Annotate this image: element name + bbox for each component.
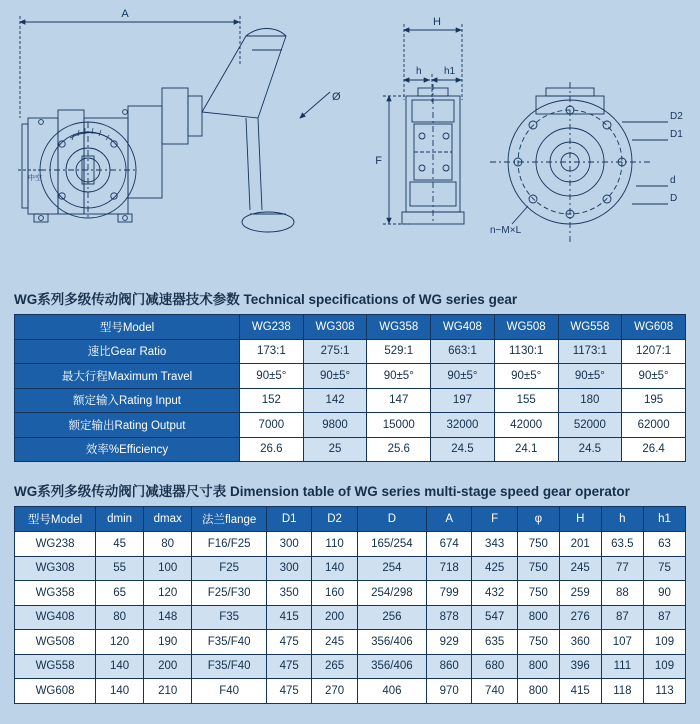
technical-specifications-table	[14, 314, 686, 462]
cell-output-3: 32000	[431, 413, 495, 438]
cell-r2c5: 160	[312, 581, 357, 606]
cell-r6c2: 210	[144, 679, 192, 704]
cell-r4c10: 360	[559, 630, 601, 655]
col-d2: D2	[312, 507, 357, 532]
cell-r4c3: F35/F40	[192, 630, 267, 655]
row-label-rating-input: 额定输入Rating Input	[15, 388, 240, 413]
cell-r6c4: 475	[266, 679, 311, 704]
cell-r4c9: 750	[517, 630, 559, 655]
cell-input-3: 197	[431, 388, 495, 413]
cell-r5c7: 860	[427, 654, 472, 679]
cell-travel-0: 90±5°	[240, 364, 304, 389]
col-h1: h1	[644, 507, 686, 532]
cell-r3c6: 256	[357, 605, 426, 630]
label-n-m-l: n−M×L	[490, 225, 522, 236]
cell-ratio-3: 663:1	[431, 339, 495, 364]
cell-r1c0: WG308	[15, 556, 96, 581]
dimension-table-header-row	[15, 507, 686, 532]
cell-input-1: 142	[303, 388, 367, 413]
cell-r5c11: 111	[601, 654, 643, 679]
label-F: F	[375, 155, 382, 167]
cell-r3c5: 200	[312, 605, 357, 630]
cell-r4c0: WG508	[15, 630, 96, 655]
cell-r2c3: F25/F30	[192, 581, 267, 606]
col-a: A	[427, 507, 472, 532]
cell-r0c0: WG238	[15, 532, 96, 557]
cell-input-2: 147	[367, 388, 431, 413]
cell-r3c8: 547	[472, 605, 517, 630]
table-row-max-travel	[15, 364, 686, 389]
cell-eff-3: 24.5	[431, 437, 495, 462]
cell-r2c2: 120	[144, 581, 192, 606]
cell-model-2: WG358	[367, 315, 431, 340]
technical-specifications-title: WG系列多级传动阀门减速器技术参数 Technical specifications of WG series gear	[14, 292, 518, 307]
cell-eff-1: 25	[303, 437, 367, 462]
cell-r1c5: 140	[312, 556, 357, 581]
label-H: H	[433, 16, 441, 28]
label-A: A	[121, 8, 129, 20]
cell-r0c8: 343	[472, 532, 517, 557]
cell-r4c1: 120	[96, 630, 144, 655]
cell-model-3: WG408	[431, 315, 495, 340]
cell-ratio-2: 529:1	[367, 339, 431, 364]
cell-r3c10: 276	[559, 605, 601, 630]
label-D1: D1	[670, 129, 683, 140]
cell-r3c7: 878	[427, 605, 472, 630]
cell-r1c11: 77	[601, 556, 643, 581]
cell-r6c0: WG608	[15, 679, 96, 704]
cell-r3c9: 800	[517, 605, 559, 630]
cell-r0c2: 80	[144, 532, 192, 557]
cell-r5c10: 396	[559, 654, 601, 679]
label-h1: h1	[444, 66, 456, 77]
cell-r2c7: 799	[427, 581, 472, 606]
cell-r5c4: 475	[266, 654, 311, 679]
cell-r6c7: 970	[427, 679, 472, 704]
table-row-rating-output	[15, 413, 686, 438]
cell-output-0: 7000	[240, 413, 304, 438]
cell-model-1: WG308	[303, 315, 367, 340]
cell-r2c10: 259	[559, 581, 601, 606]
table-row	[15, 532, 686, 557]
cell-r4c7: 929	[427, 630, 472, 655]
cell-ratio-5: 1173:1	[558, 339, 622, 364]
cell-eff-5: 24.5	[558, 437, 622, 462]
cell-r1c8: 425	[472, 556, 517, 581]
table-row-rating-input	[15, 388, 686, 413]
cell-r6c11: 118	[601, 679, 643, 704]
cell-r4c6: 356/406	[357, 630, 426, 655]
cell-r0c3: F16/F25	[192, 532, 267, 557]
cell-r5c6: 356/406	[357, 654, 426, 679]
dimension-table	[14, 506, 686, 704]
col-h-small: h	[601, 507, 643, 532]
cell-r0c4: 300	[266, 532, 311, 557]
cell-model-6: WG608	[622, 315, 686, 340]
cell-r6c6: 406	[357, 679, 426, 704]
cell-ratio-4: 1130:1	[494, 339, 558, 364]
cell-output-6: 62000	[622, 413, 686, 438]
cell-r2c4: 350	[266, 581, 311, 606]
cell-model-0: WG238	[240, 315, 304, 340]
cell-ratio-6: 1207:1	[622, 339, 686, 364]
cell-r3c11: 87	[601, 605, 643, 630]
cell-model-5: WG558	[558, 315, 622, 340]
cell-r4c12: 109	[644, 630, 686, 655]
cell-r0c5: 110	[312, 532, 357, 557]
cell-eff-0: 26.6	[240, 437, 304, 462]
cell-r1c10: 245	[559, 556, 601, 581]
cell-r3c12: 87	[644, 605, 686, 630]
cell-r4c8: 635	[472, 630, 517, 655]
cell-r2c0: WG358	[15, 581, 96, 606]
row-label-model: 型号Model	[15, 315, 240, 340]
col-d1: D1	[266, 507, 311, 532]
label-D: D	[670, 193, 678, 204]
cell-r3c1: 80	[96, 605, 144, 630]
cell-input-4: 155	[494, 388, 558, 413]
cell-r3c0: WG408	[15, 605, 96, 630]
cell-r6c3: F40	[192, 679, 267, 704]
cell-output-5: 52000	[558, 413, 622, 438]
cell-r1c2: 100	[144, 556, 192, 581]
cell-r2c12: 90	[644, 581, 686, 606]
cell-r0c12: 63	[644, 532, 686, 557]
cell-r4c4: 475	[266, 630, 311, 655]
cell-r3c3: F35	[192, 605, 267, 630]
cell-r6c9: 800	[517, 679, 559, 704]
technical-drawing	[0, 0, 700, 272]
table-row	[15, 679, 686, 704]
cell-r1c7: 718	[427, 556, 472, 581]
cell-ratio-0: 173:1	[240, 339, 304, 364]
cell-r0c10: 201	[559, 532, 601, 557]
cell-travel-3: 90±5°	[431, 364, 495, 389]
label-flange-mark: 中空	[28, 175, 42, 182]
cell-r5c8: 680	[472, 654, 517, 679]
dimension-table-title: WG系列多级传动阀门减速器尺寸表 Dimension table of WG series multi-stage speed gear operator	[14, 484, 630, 499]
table-row	[15, 581, 686, 606]
table-row	[15, 605, 686, 630]
cell-travel-4: 90±5°	[494, 364, 558, 389]
row-label-max-travel: 最大行程Maximum Travel	[15, 364, 240, 389]
cell-r3c2: 148	[144, 605, 192, 630]
cell-r5c2: 200	[144, 654, 192, 679]
label-h: h	[416, 66, 422, 77]
col-model: 型号Model	[15, 507, 96, 532]
cell-r5c5: 265	[312, 654, 357, 679]
cell-r1c3: F25	[192, 556, 267, 581]
cell-r2c6: 254/298	[357, 581, 426, 606]
cell-r1c1: 55	[96, 556, 144, 581]
cell-r2c11: 88	[601, 581, 643, 606]
label-D2: D2	[670, 111, 683, 122]
cell-r6c10: 415	[559, 679, 601, 704]
table-row-gear-ratio	[15, 339, 686, 364]
cell-r1c6: 254	[357, 556, 426, 581]
cell-r5c12: 109	[644, 654, 686, 679]
cell-output-1: 9800	[303, 413, 367, 438]
table-row	[15, 630, 686, 655]
cell-eff-2: 25.6	[367, 437, 431, 462]
col-dmin: dmin	[96, 507, 144, 532]
cell-r4c5: 245	[312, 630, 357, 655]
col-d: D	[357, 507, 426, 532]
cell-travel-5: 90±5°	[558, 364, 622, 389]
cell-r1c9: 750	[517, 556, 559, 581]
cell-r5c1: 140	[96, 654, 144, 679]
cell-r5c3: F35/F40	[192, 654, 267, 679]
cell-travel-6: 90±5°	[622, 364, 686, 389]
label-phi: Ø	[332, 91, 341, 103]
col-dmax: dmax	[144, 507, 192, 532]
cell-r0c11: 63.5	[601, 532, 643, 557]
row-label-rating-output: 额定输出Rating Output	[15, 413, 240, 438]
table-row-model	[15, 315, 686, 340]
cell-model-4: WG508	[494, 315, 558, 340]
col-phi: φ	[517, 507, 559, 532]
cell-input-5: 180	[558, 388, 622, 413]
cell-r2c9: 750	[517, 581, 559, 606]
cell-ratio-1: 275:1	[303, 339, 367, 364]
cell-r6c1: 140	[96, 679, 144, 704]
cell-r5c0: WG558	[15, 654, 96, 679]
col-h: H	[559, 507, 601, 532]
cell-r6c8: 740	[472, 679, 517, 704]
cell-r0c7: 674	[427, 532, 472, 557]
cell-r1c12: 75	[644, 556, 686, 581]
cell-r3c4: 415	[266, 605, 311, 630]
cell-eff-6: 26.4	[622, 437, 686, 462]
cell-travel-1: 90±5°	[303, 364, 367, 389]
table-row	[15, 654, 686, 679]
cell-r2c8: 432	[472, 581, 517, 606]
cell-output-2: 15000	[367, 413, 431, 438]
cell-r6c5: 270	[312, 679, 357, 704]
row-label-gear-ratio: 速比Gear Ratio	[15, 339, 240, 364]
cell-r5c9: 800	[517, 654, 559, 679]
cell-input-0: 152	[240, 388, 304, 413]
cell-r0c1: 45	[96, 532, 144, 557]
cell-r0c9: 750	[517, 532, 559, 557]
cell-r0c6: 165/254	[357, 532, 426, 557]
cell-r6c12: 113	[644, 679, 686, 704]
table-row	[15, 556, 686, 581]
col-flange: 法兰flange	[192, 507, 267, 532]
cell-r4c11: 107	[601, 630, 643, 655]
cell-travel-2: 90±5°	[367, 364, 431, 389]
table-row-efficiency	[15, 437, 686, 462]
cell-output-4: 42000	[494, 413, 558, 438]
cell-r2c1: 65	[96, 581, 144, 606]
cell-r1c4: 300	[266, 556, 311, 581]
cell-r4c2: 190	[144, 630, 192, 655]
row-label-efficiency: 效率%Efficiency	[15, 437, 240, 462]
cell-input-6: 195	[622, 388, 686, 413]
cell-eff-4: 24.1	[494, 437, 558, 462]
col-f: F	[472, 507, 517, 532]
label-d: d	[670, 175, 676, 186]
